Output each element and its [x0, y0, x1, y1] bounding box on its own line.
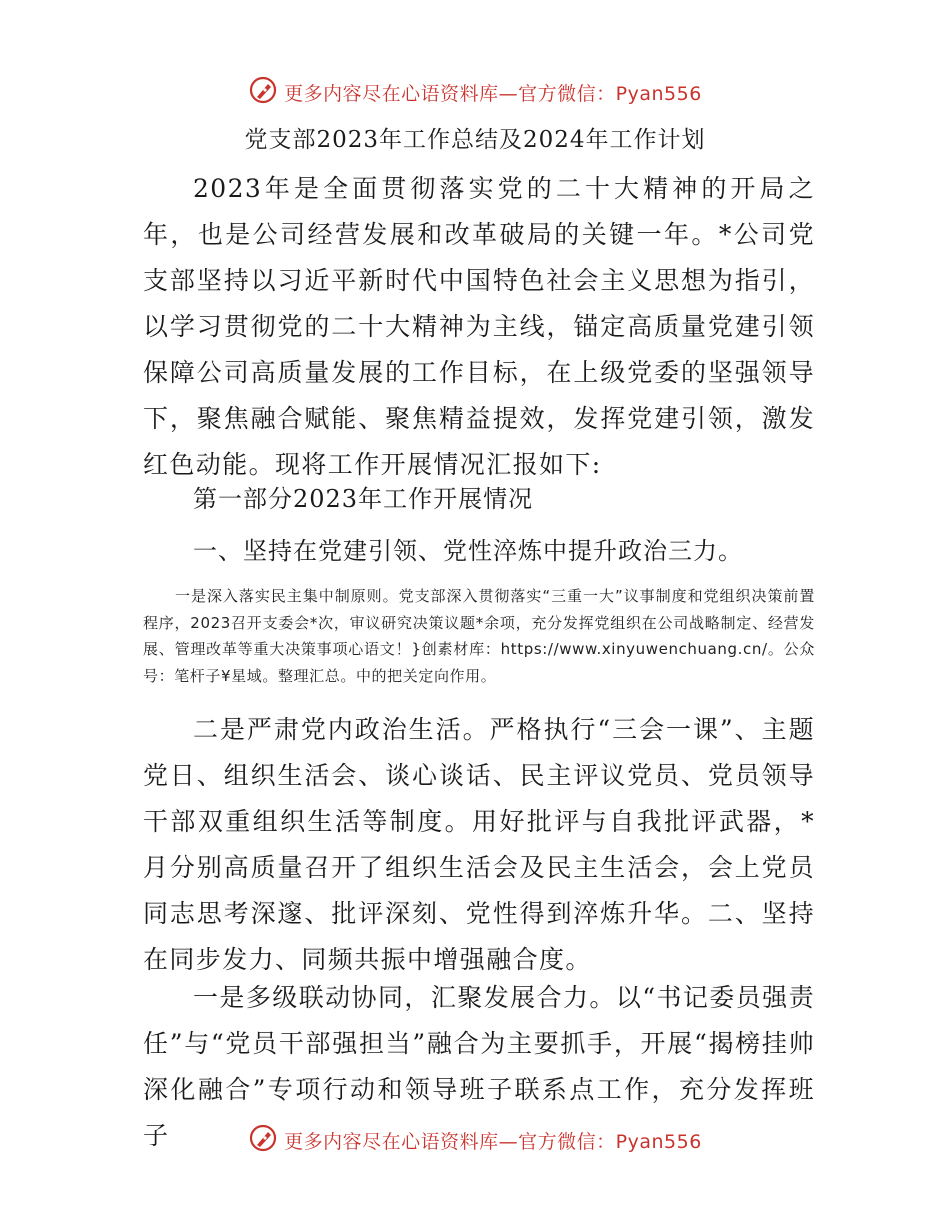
watermark-text: 更多内容尽在心语资料库—官方微信：Pyan556: [284, 82, 702, 105]
part-heading: 第一部分2023年工作开展情况: [193, 485, 534, 513]
watermark-header: [0, 72, 950, 112]
paragraph-three: 一是多级联动协同，汇聚发展合力。以“书记委员强责任”与“党员干部强担当”融合为主要抓手，开展“揭榜挂帅深化融合”专项行动和领导班子联系点工作，充分发挥班子: [143, 983, 815, 1150]
section-one-heading: 一、坚持在党建引领、党性淬炼中提升政治三力。: [193, 537, 743, 565]
pen-nib-logo-icon: [248, 75, 278, 110]
paragraph-two: 二是严肃党内政治生活。严格执行“三会一课”、主题党日、组织生活会、谈心谈话、民主评议党员、党员领导干部双重组织生活等制度。用好批评与自我批评武器，*月分别高质量召开了组织生活会及民主生活会，会上党员同志思考深邃、批评深刻、党性得到淬炼升华。二、坚持在同步发力、同频共振中增强融合度。: [143, 715, 815, 974]
document-title: 党支部2023年工作总结及2024年工作计划: [244, 127, 706, 153]
watermark-footer: [0, 1120, 950, 1160]
small-paragraph: 一是深入落实民主集中制原则。党支部深入贯彻落实“三重一大”议事制度和党组织决策前置程序，2023召开支委会*次，审议研究决策议题*余项，充分发挥党组织在公司战略制定、经营发展、管理改革等重大决策事项心语文！}创素材库：https://www.xinyuwenchuang.cn/。公众号：笔杆子¥星域。整理汇总。中的把关定向作用。: [143, 587, 815, 685]
intro-paragraph: 2023年是全面贯彻落实党的二十大精神的开局之年，也是公司经营发展和改革破局的关键一年。*公司党支部坚持以习近平新时代中国特色社会主义思想为指引，以学习贯彻党的二十大精神为主线，锚定高质量党建引领保障公司高质量发展的工作目标，在上级党委的坚强领导下，聚焦融合赋能、聚焦精益提效，发挥党建引领，激发红色动能。现将工作开展情况汇报如下:: [143, 174, 815, 479]
pen-nib-logo-icon: [248, 1123, 278, 1158]
watermark-text: 更多内容尽在心语资料库—官方微信：Pyan556: [284, 1130, 702, 1153]
